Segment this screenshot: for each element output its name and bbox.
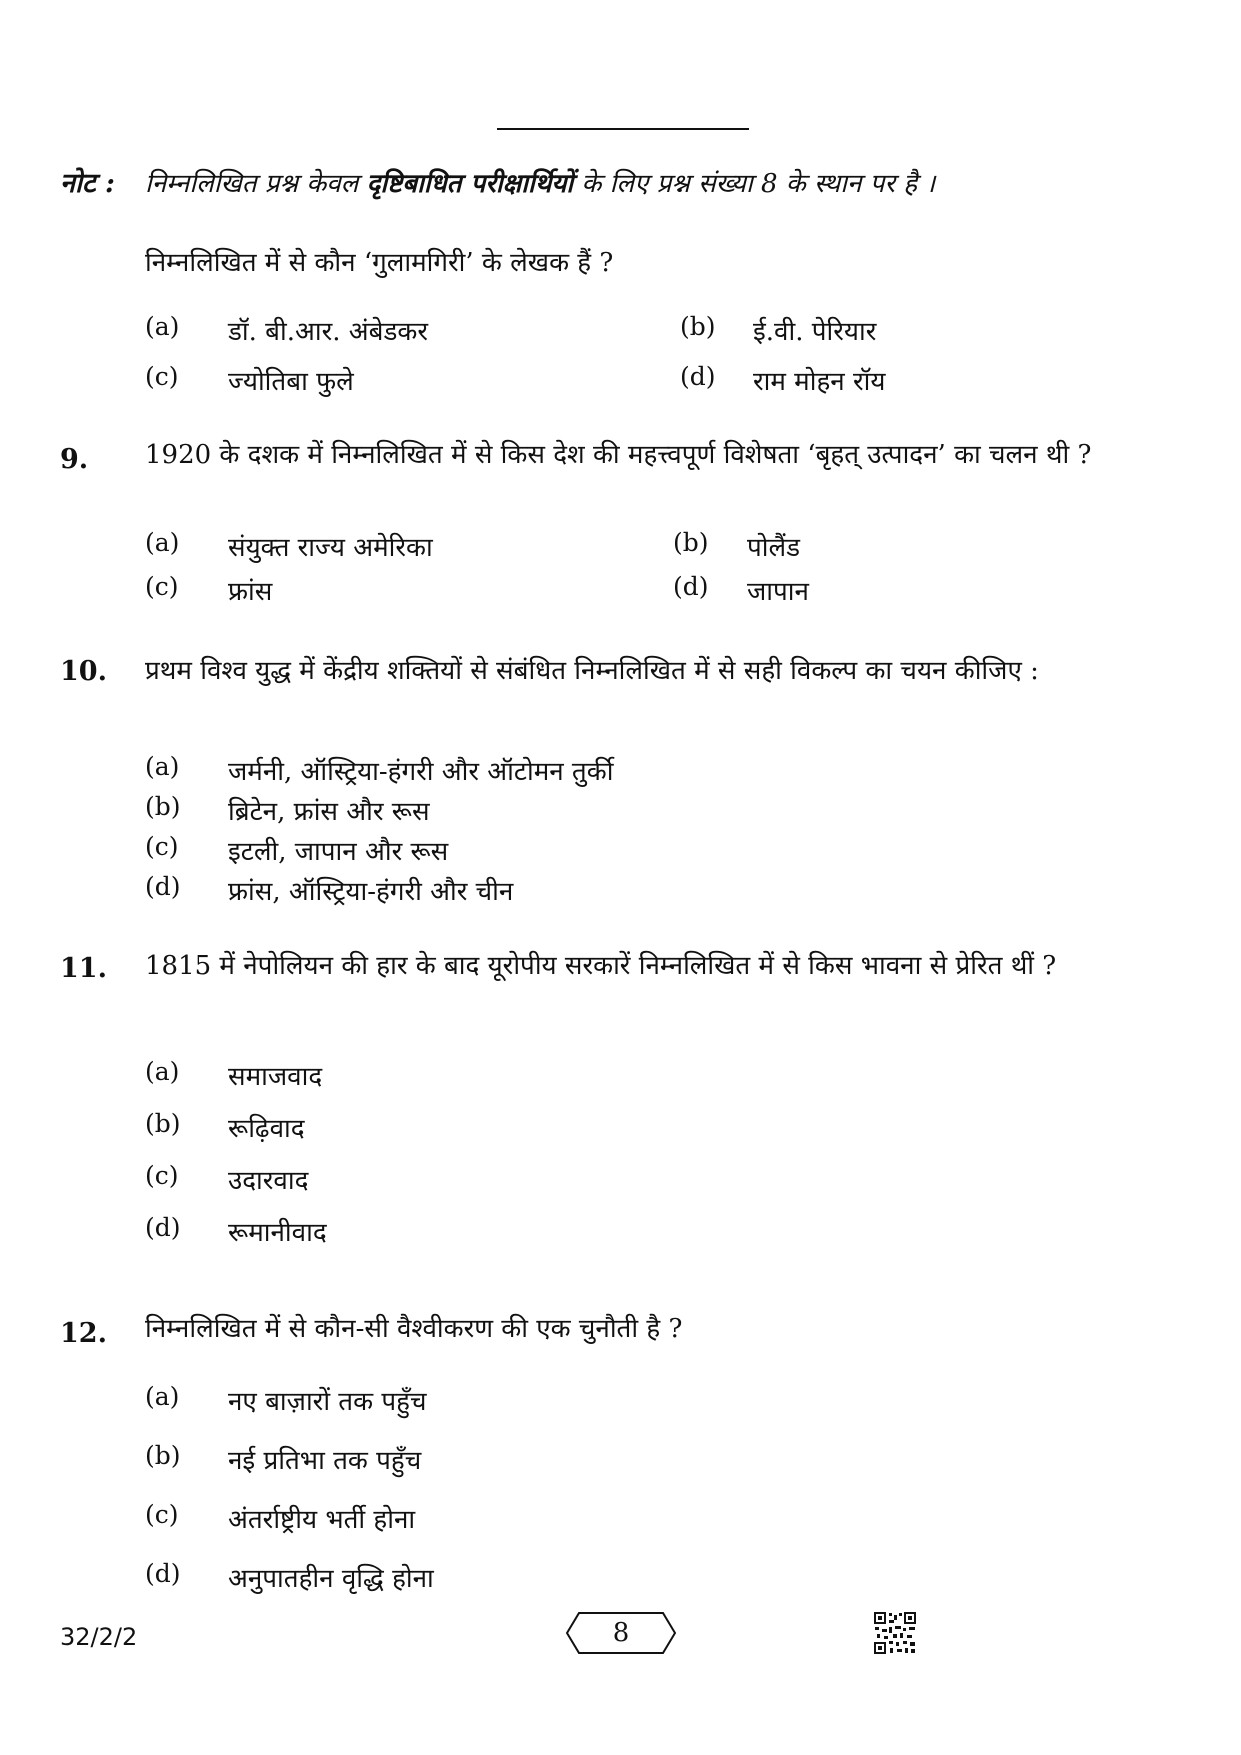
question-11-option-a-label: (a) xyxy=(145,1057,180,1086)
question-9-option-b-label: (b) xyxy=(673,528,709,557)
question-9-option-c-label: (c) xyxy=(145,572,179,601)
question-9-option-c-text: फ्रांस xyxy=(228,577,273,607)
note-option-a-label: (a) xyxy=(145,312,180,341)
question-11-text: 1815 में नेपोलियन की हार के बाद यूरोपीय सरकारें निम्नलिखित में से किस भावना से प्रेरित थीं ? xyxy=(145,951,1057,981)
question-10-option-b-text: ब्रिटेन, फ्रांस और रूस xyxy=(228,797,430,827)
question-12-option-a-label: (a) xyxy=(145,1382,180,1411)
question-10-option-a-text: जर्मनी, ऑस्ट्रिया-हंगरी और ऑटोमन तुर्की xyxy=(228,757,614,787)
qr-code-icon xyxy=(873,1611,917,1655)
question-11-option-c-text: उदारवाद xyxy=(228,1166,309,1196)
question-12-number: 12. xyxy=(60,1318,107,1349)
question-10-option-d-text: फ्रांस, ऑस्ट्रिया-हंगरी और चीन xyxy=(228,877,514,907)
question-11-number: 11. xyxy=(60,953,107,984)
question-9-option-b-text: पोलैंड xyxy=(747,533,801,563)
page-number-badge xyxy=(565,1611,677,1655)
question-12-option-c-text: अंतर्राष्ट्रीय भर्ती होना xyxy=(228,1505,416,1535)
question-9-option-a-text: संयुक्त राज्य अमेरिका xyxy=(228,533,433,563)
question-12-option-d-text: अनुपातहीन वृद्धि होना xyxy=(228,1564,434,1594)
question-9-option-a-label: (a) xyxy=(145,528,180,557)
note-option-b-text: ई.वी. पेरियार xyxy=(753,317,877,347)
note-text-before: निम्नलिखित प्रश्न केवल xyxy=(145,169,359,199)
note-question-text: निम्नलिखित में से कौन ‘गुलामगिरी’ के लेखक हैं ? xyxy=(145,248,614,278)
note-text-after: के लिए प्रश्न संख्या 8 के स्थान पर है । xyxy=(581,169,936,199)
note-option-c-text: ज्योतिबा फुले xyxy=(228,367,354,397)
question-10-option-d-label: (d) xyxy=(145,872,181,901)
question-11-option-b-text: रूढ़िवाद xyxy=(228,1114,305,1144)
question-9-text: 1920 के दशक में निम्नलिखित में से किस देश की महत्त्वपूर्ण विशेषता ‘बृहत् उत्पादन’ का चलन थी ? xyxy=(145,440,1092,470)
question-11-option-b-label: (b) xyxy=(145,1109,181,1138)
question-10-number: 10. xyxy=(60,656,107,687)
note-option-c-label: (c) xyxy=(145,362,179,391)
question-11-option-c-label: (c) xyxy=(145,1161,179,1190)
question-10-option-b-label: (b) xyxy=(145,792,181,821)
question-10-option-c-text: इटली, जापान और रूस xyxy=(228,837,449,867)
note-option-d-label: (d) xyxy=(680,362,716,391)
question-11-option-d-text: रूमानीवाद xyxy=(228,1218,327,1248)
question-12-option-a-text: नए बाज़ारों तक पहुँच xyxy=(228,1387,427,1417)
note-option-b-label: (b) xyxy=(680,312,716,341)
question-9-number: 9. xyxy=(60,444,89,475)
note-option-a-text: डॉ. बी.आर. अंबेडकर xyxy=(228,317,428,347)
question-11-option-a-text: समाजवाद xyxy=(228,1062,323,1092)
question-12-option-c-label: (c) xyxy=(145,1500,179,1529)
question-10-option-a-label: (a) xyxy=(145,752,180,781)
note-option-d-text: राम मोहन रॉय xyxy=(753,367,886,397)
question-11-option-d-label: (d) xyxy=(145,1213,181,1242)
page-number: 8 xyxy=(612,1618,630,1648)
question-12-option-b-text: नई प्रतिभा तक पहुँच xyxy=(228,1446,422,1476)
question-10-option-c-label: (c) xyxy=(145,832,179,861)
question-9-option-d-text: जापान xyxy=(747,577,809,607)
question-12-text: निम्नलिखित में से कौन-सी वैश्वीकरण की एक चुनौती है ? xyxy=(145,1314,683,1344)
question-12-option-b-label: (b) xyxy=(145,1441,181,1470)
note-text-bold: दृष्टिबाधित परीक्षार्थियों xyxy=(366,169,574,199)
top-rule xyxy=(497,128,749,130)
question-9-option-d-label: (d) xyxy=(673,572,709,601)
question-12-option-d-label: (d) xyxy=(145,1559,181,1588)
paper-code: 32/2/2 xyxy=(60,1623,138,1651)
note-label: नोट : xyxy=(60,168,115,199)
question-10-text: प्रथम विश्व युद्ध में केंद्रीय शक्तियों से संबंधित निम्नलिखित में से सही विकल्प का चयन कीजिए : xyxy=(145,656,1039,686)
note-text xyxy=(145,163,1120,205)
